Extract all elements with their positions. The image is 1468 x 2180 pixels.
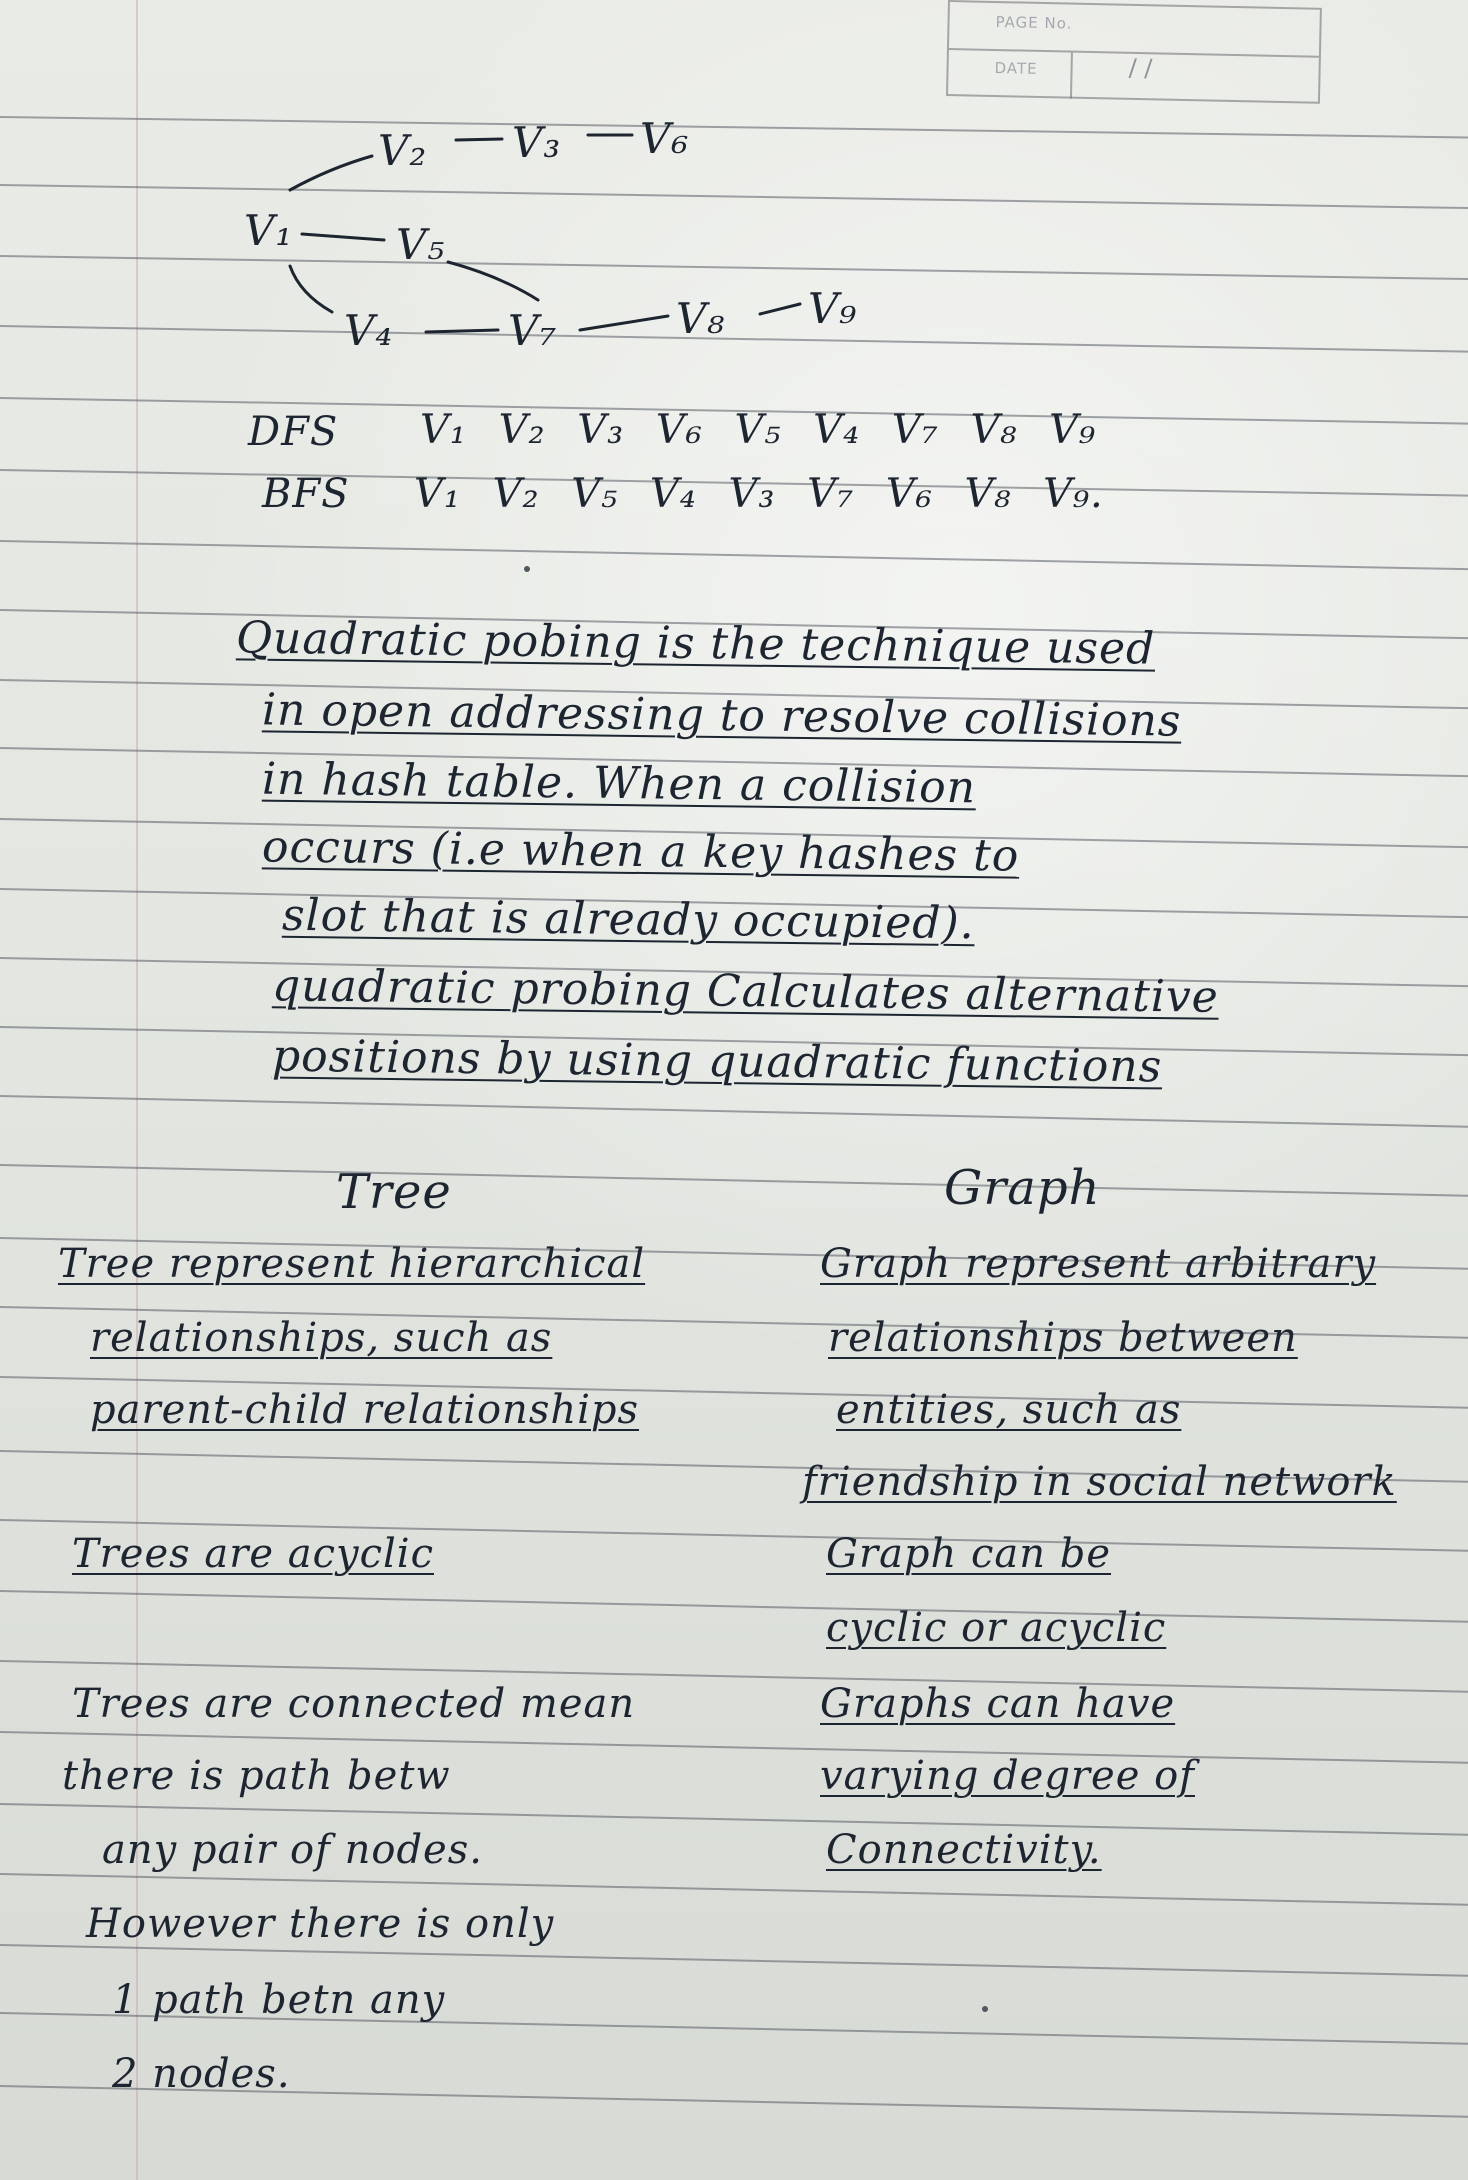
ruled-line (0, 1095, 1468, 1128)
tree-line: 2 nodes. (112, 2051, 291, 2097)
tree-heading: Tree (336, 1164, 452, 1220)
tree-line: relationships, such as (90, 1315, 553, 1361)
date-row (948, 48, 1319, 104)
tree-line: Trees are acyclic (72, 1531, 434, 1577)
graph-node: V₇ (508, 306, 558, 355)
edge-v1-v2 (290, 156, 372, 190)
graph-line: Graph represent arbitrary (820, 1241, 1377, 1287)
paragraph-line: occurs (i.e when a key hashes to (261, 821, 1020, 882)
page-date-box (946, 0, 1322, 104)
ink-dot (524, 566, 530, 572)
paragraph-line: quadratic probing Calculates alternative (271, 960, 1220, 1023)
ruled-line (0, 1164, 1468, 1197)
tree-line: there is path betw (62, 1753, 451, 1799)
tree-line: Trees are connected mean (72, 1681, 636, 1727)
graph-node: V₆ (640, 114, 690, 163)
bfs-label: BFS (262, 471, 350, 517)
graph-node: V₅ (396, 220, 446, 269)
edge-v1-v4 (290, 266, 332, 312)
graph-line: Graphs can have (820, 1681, 1176, 1727)
ruled-line (0, 325, 1468, 353)
paragraph-line: positions by using quadratic functions (271, 1030, 1163, 1093)
paragraph-line: in hash table. When a collision (261, 753, 977, 814)
graph-node: V₂ (378, 126, 428, 175)
graph-line: friendship in social network (802, 1459, 1397, 1505)
graph-node: V₄ (344, 306, 394, 355)
graph-line: relationships between (828, 1315, 1298, 1361)
ink-dot (982, 2006, 988, 2012)
dfs-sequence: V₁ V₂ V₃ V₆ V₅ V₄ V₇ V₈ V₉ (420, 407, 1097, 453)
graph-line: varying degree of (820, 1753, 1195, 1799)
graph-line: cyclic or acyclic (826, 1605, 1167, 1651)
paragraph-line: Quadratic pobing is the technique used (235, 612, 1156, 675)
ruled-line (0, 540, 1468, 570)
date-value: / / (1128, 53, 1153, 83)
date-label: DATE (994, 58, 1038, 78)
date-divider (1070, 53, 1073, 99)
edge-v7-v8 (580, 316, 668, 330)
graph-node: V₉ (808, 284, 858, 333)
bfs-sequence: V₁ V₂ V₅ V₄ V₃ V₇ V₆ V₈ V₉. (414, 471, 1104, 517)
graph-line: entities, such as (836, 1387, 1182, 1433)
graph-node: V₈ (676, 294, 726, 343)
ruled-line (0, 116, 1468, 139)
ruled-line (0, 184, 1468, 209)
page-no-row (949, 2, 1320, 56)
ruled-line (0, 1590, 1468, 1623)
graph-node: V₁ (244, 206, 294, 255)
ruled-line (0, 1944, 1468, 1977)
tree-line: 1 path betn any (112, 1977, 446, 2023)
tree-line: Tree represent hierarchical (58, 1241, 646, 1287)
edge-v8-v9 (760, 304, 800, 314)
edge-v5-v7 (448, 262, 538, 300)
graph-line: Graph can be (826, 1531, 1112, 1577)
tree-line: parent-child relationships (90, 1387, 640, 1433)
ruled-line (0, 255, 1468, 280)
paragraph-line: slot that is already occupied). (281, 889, 975, 950)
graph-node: V₃ (512, 118, 562, 167)
edge-v1-v5 (302, 234, 384, 240)
tree-line: any pair of nodes. (102, 1827, 483, 1873)
edge-v2-v3 (456, 139, 502, 140)
graph-line: Connectivity. (826, 1827, 1102, 1873)
page-no-label: PAGE No. (995, 13, 1073, 33)
graph-heading: Graph (944, 1160, 1101, 1216)
paragraph-line: in open addressing to resolve collisions (261, 684, 1182, 747)
dfs-label: DFS (248, 409, 339, 455)
tree-line: However there is only (86, 1901, 555, 1947)
